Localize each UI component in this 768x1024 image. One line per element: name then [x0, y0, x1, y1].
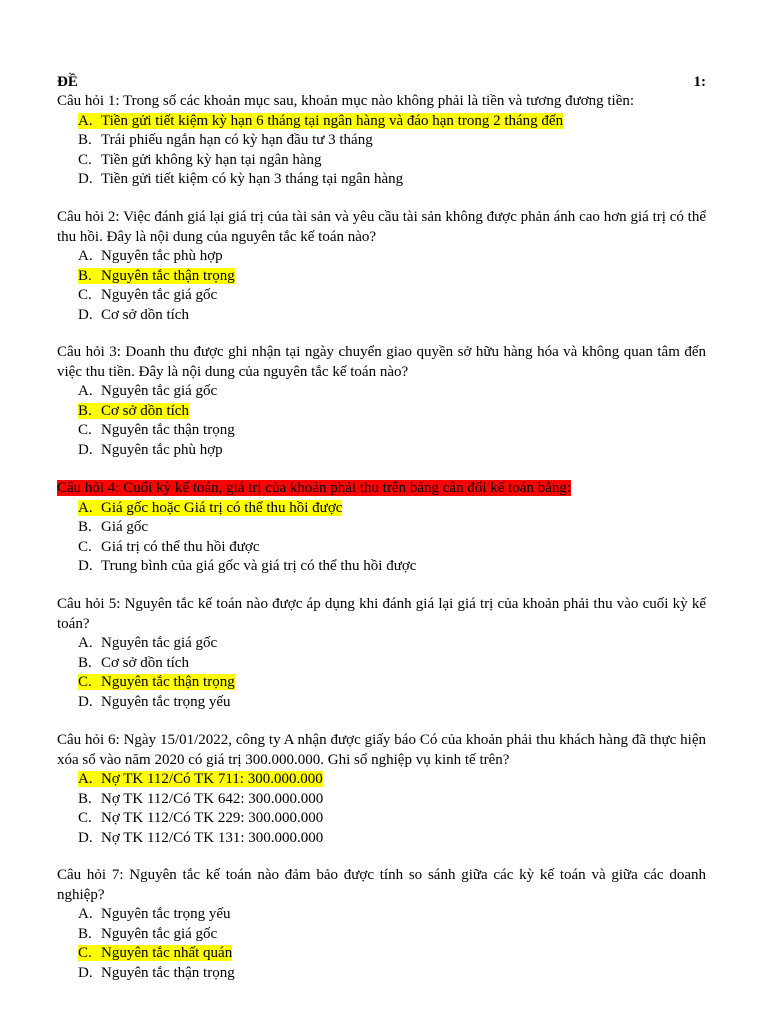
option-text: Cơ sở dồn tích [101, 402, 189, 419]
option-text: Nguyên tắc phù hợp [101, 441, 223, 458]
option-label: B. [78, 132, 92, 148]
answer-option [78, 267, 706, 287]
option-label: A. [78, 635, 93, 651]
option-label: D. [78, 171, 93, 187]
answer-option [78, 944, 706, 964]
exam-title-left: ĐỀ [57, 74, 78, 90]
option-label: C. [78, 538, 92, 555]
answer-line [78, 635, 217, 651]
question-text [57, 731, 706, 770]
answer-options [57, 770, 706, 848]
answer-options [57, 499, 706, 577]
option-text: Giá gốc [101, 519, 149, 535]
option-text: Nguyên tắc thận trọng [101, 964, 235, 981]
option-text: Trung bình của giá gốc và giá trị có thể thu hồi được [101, 558, 417, 574]
question-text [57, 866, 706, 905]
question-3 [57, 343, 706, 460]
option-text: Nợ TK 112/Có TK 711: 300.000.000 [101, 771, 323, 787]
answer-line [78, 965, 235, 981]
option-label: A. [78, 771, 93, 787]
option-text: Nguyên tắc thận trọng [101, 674, 235, 690]
option-label: C. [78, 151, 92, 168]
option-label: A. [78, 248, 93, 264]
answer-line [78, 152, 321, 168]
exam-title-right: 1: [693, 74, 706, 90]
answer-line [78, 171, 403, 187]
answer-option [78, 770, 706, 790]
answer-option [78, 964, 706, 984]
option-label: B. [78, 402, 92, 419]
option-label: A. [78, 906, 93, 922]
option-text: Nguyên tắc giá gốc [101, 925, 218, 942]
option-label: D. [78, 558, 93, 574]
answer-options [57, 905, 706, 983]
option-text: Cơ sở dồn tích [101, 306, 189, 323]
answer-line [78, 906, 231, 922]
option-text: Nợ TK 112/Có TK 229: 300.000.000 [101, 810, 324, 826]
question-text [57, 479, 706, 499]
option-label: B. [78, 654, 92, 671]
option-label: D. [78, 964, 93, 981]
answer-line [78, 248, 223, 264]
option-label: C. [78, 287, 92, 303]
answer-line [78, 422, 235, 438]
answer-option [78, 441, 706, 461]
option-text: Nguyên tắc giá gốc [101, 383, 218, 399]
question-2 [57, 208, 706, 325]
answer-options [57, 634, 706, 712]
answer-options [57, 112, 706, 190]
option-text: Tiền gửi tiết kiệm kỳ hạn 6 tháng tại ngân hàng và đáo hạn trong 2 tháng đến [101, 112, 564, 129]
option-label: C. [78, 945, 92, 961]
answer-line [78, 383, 217, 399]
option-label: C. [78, 810, 92, 826]
answer-options [57, 247, 706, 325]
answer-option [78, 402, 706, 422]
answer-line [78, 810, 323, 826]
question-text-content: Câu hỏi 7: Nguyên tắc kế toán nào đảm bảo được tính so sánh giữa các kỳ kế toán và giữa các doanh nghiệp? [57, 867, 706, 903]
answer-line [78, 132, 373, 148]
answer-option [78, 112, 706, 132]
question-4 [57, 479, 706, 577]
question-5 [57, 595, 706, 712]
answer-line [78, 539, 260, 555]
answer-option [78, 286, 706, 306]
option-label: D. [78, 829, 93, 846]
highlighted-answer [78, 674, 235, 690]
highlighted-answer [78, 500, 342, 516]
option-text: Nguyên tắc thận trọng [101, 422, 235, 438]
question-text [57, 595, 706, 634]
question-6 [57, 731, 706, 848]
option-label: B. [78, 925, 92, 942]
option-label: D. [78, 306, 93, 323]
question-1 [57, 92, 706, 190]
option-text: Nợ TK 112/Có TK 131: 300.000.000 [101, 829, 324, 846]
answer-option [78, 499, 706, 519]
option-label: B. [78, 267, 92, 284]
answer-option [78, 131, 706, 151]
answer-option [78, 905, 706, 925]
highlighted-answer [78, 771, 323, 787]
answer-option [78, 151, 706, 171]
answer-option [78, 634, 706, 654]
question-text-content: Câu hỏi 5: Nguyên tắc kế toán nào được áp dụng khi đánh giá lại giá trị của khoản phải thu vào cuối kỳ kế toán? [57, 596, 706, 632]
option-label: A. [78, 112, 93, 129]
question-text [57, 208, 706, 247]
answer-line [78, 655, 189, 671]
option-label: A. [78, 499, 93, 516]
option-text: Nguyên tắc giá gốc [101, 635, 218, 651]
answer-option [78, 518, 706, 538]
answer-option [78, 538, 706, 558]
option-label: C. [78, 422, 92, 438]
question-7 [57, 866, 706, 983]
option-text: Nguyên tắc giá gốc [101, 287, 218, 303]
highlighted-answer [78, 945, 232, 961]
option-label: D. [78, 693, 93, 710]
option-text: Giá gốc hoặc Giá trị có thể thu hồi được [101, 499, 343, 516]
question-text-content: Câu hỏi 3: Doanh thu được ghi nhận tại ngày chuyển giao quyền sở hữu hàng hóa và không quan tâm đến việc thu tiền. Đây là nội dung của nguyên tắc kế toán nào? [57, 344, 706, 380]
option-label: B. [78, 519, 92, 535]
option-label: D. [78, 441, 93, 458]
question-text-content: Câu hỏi 4: Cuối kỳ kế toán, giá trị của khoản phải thu trên bảng cân đối kế toán bằng: [57, 480, 572, 496]
answer-option [78, 382, 706, 402]
answer-option [78, 829, 706, 849]
highlighted-answer [78, 268, 235, 284]
answer-option [78, 790, 706, 810]
question-text [57, 92, 706, 112]
question-text [57, 343, 706, 382]
answer-line [78, 519, 148, 535]
option-text: Giá trị có thể thu hồi được [101, 538, 260, 555]
option-text: Tiền gửi tiết kiệm có kỳ hạn 3 tháng tại ngân hàng [101, 171, 404, 187]
option-text: Nguyên tắc trọng yếu [101, 906, 231, 922]
option-text: Trái phiếu ngắn hạn có kỳ hạn đầu tư 3 tháng [101, 132, 373, 148]
option-label: A. [78, 383, 93, 399]
option-text: Tiền gửi không kỳ hạn tại ngân hàng [101, 151, 322, 168]
highlighted-answer [78, 403, 189, 419]
answer-option [78, 654, 706, 674]
answer-option [78, 421, 706, 441]
option-text: Nguyên tắc thận trọng [101, 267, 235, 284]
option-text: Nguyên tắc phù hợp [101, 248, 223, 264]
option-text: Nguyên tắc trọng yếu [101, 693, 231, 710]
answer-line [78, 694, 231, 710]
answer-option [78, 247, 706, 267]
answer-option [78, 809, 706, 829]
answer-line [78, 307, 189, 323]
option-label: C. [78, 674, 92, 690]
option-text: Nguyên tắc nhất quán [101, 945, 233, 961]
answer-line [78, 287, 217, 303]
option-text: Nợ TK 112/Có TK 642: 300.000.000 [101, 790, 324, 807]
answer-option [78, 557, 706, 577]
answer-option [78, 693, 706, 713]
question-text-content: Câu hỏi 2: Việc đánh giá lại giá trị của tài sản và yêu cầu tài sản không được phản ánh cao hơn giá trị có thể thu hồi. Đây là nội dung của nguyên tắc kế toán nào? [57, 209, 706, 245]
answer-option [78, 170, 706, 190]
question-text-content: Câu hỏi 6: Ngày 15/01/2022, công ty A nhận được giấy báo Có của khoản phải thu khách hàng đã thực hiện xóa sổ vào năm 2020 có giá trị 300.000.000. Ghi sổ nghiệp vụ kinh tế trên? [57, 732, 706, 768]
exam-title [57, 73, 706, 93]
answer-line [78, 830, 323, 846]
answer-option [78, 306, 706, 326]
option-label: B. [78, 790, 92, 807]
answer-line [78, 442, 223, 458]
highlighted-answer [78, 113, 563, 129]
answer-line [78, 926, 217, 942]
answer-option [78, 673, 706, 693]
answer-line [78, 558, 416, 574]
question-text-content: Câu hỏi 1: Trong số các khoản mục sau, khoản mục nào không phải là tiền và tương đương tiền: [57, 93, 635, 109]
answer-options [57, 382, 706, 460]
answer-option [78, 925, 706, 945]
option-text: Cơ sở dồn tích [101, 654, 189, 671]
answer-line [78, 791, 323, 807]
